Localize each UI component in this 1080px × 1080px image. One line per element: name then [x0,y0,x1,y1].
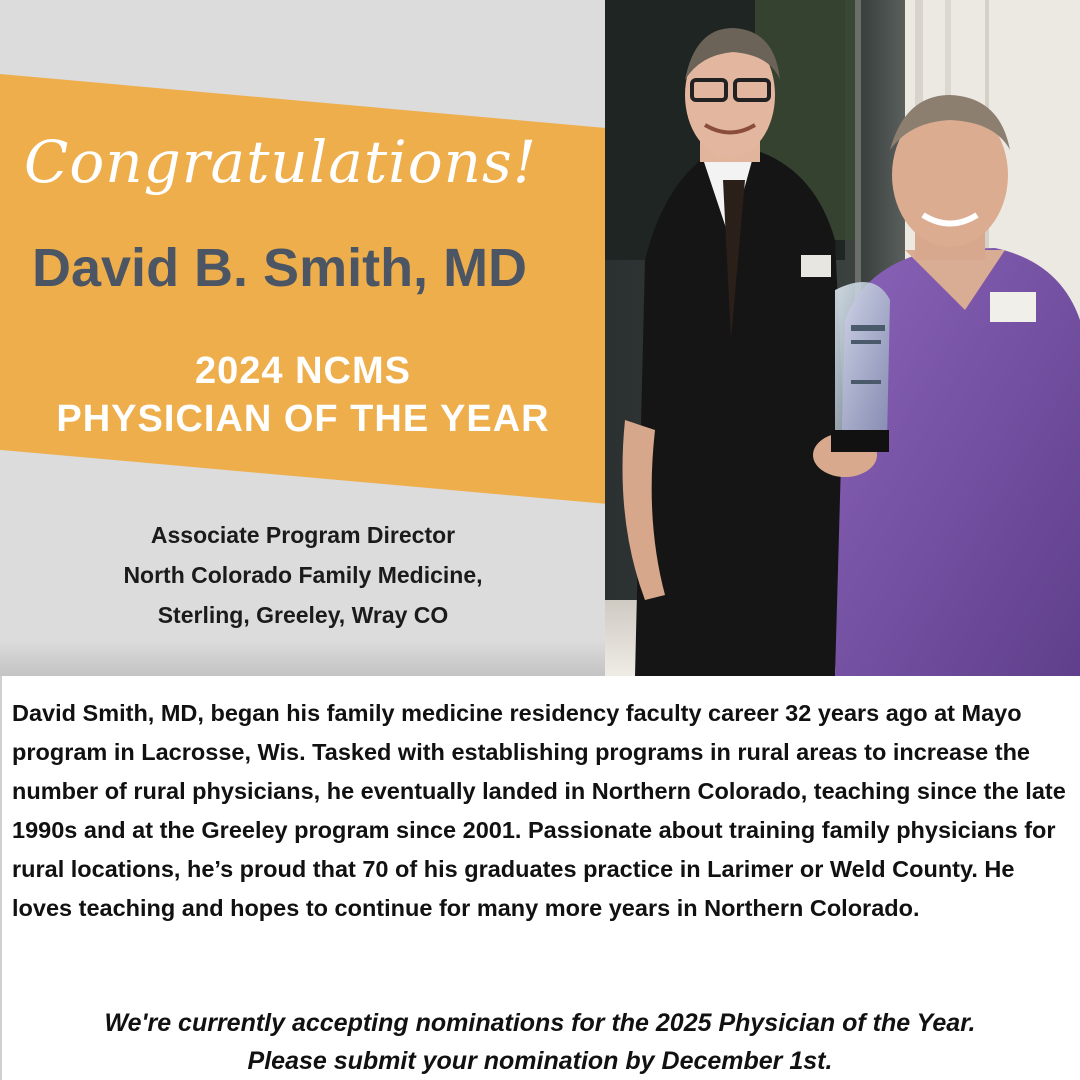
affiliation-role: Associate Program Director [150,522,456,548]
affiliation-program: North Colorado Family Medicine, [123,562,483,588]
honoree-name: David B. Smith, MD [32,238,528,298]
award-title-line2: PHYSICIAN OF THE YEAR [56,398,550,440]
congratulations-heading: Congratulations! [24,128,538,196]
affiliation [0,515,606,635]
panel-shadow [0,640,605,676]
nomination-callout-line2: Please submit your nomination by December 1st. [247,1047,833,1075]
award-photo [605,0,1080,676]
bio-paragraph: David Smith, MD, began his family medicine residency faculty career 32 years ago at Mayo program in Lacrosse, Wis. Tasked with establishing programs in rural areas to increase the number of rural physicians, he eventually landed in Northern Colorado, teaching since the late 1990s and at the Greeley program since 2001. Passionate about training family physicians for rural locations, he’s proud that 70 of his graduates practice in Larimer or Weld County. He loves teaching and hopes to continue for many more years in Northern Colorado. [12,700,1066,921]
affiliation-locations: Sterling, Greeley, Wray CO [157,602,449,628]
nomination-callout [0,1004,1080,1080]
nomination-callout-line1: We're currently accepting nominations for the 2025 Physician of the Year. [104,1009,976,1037]
photo-illustration [605,0,1080,676]
award-title-line1: 2024 NCMS [195,350,411,392]
